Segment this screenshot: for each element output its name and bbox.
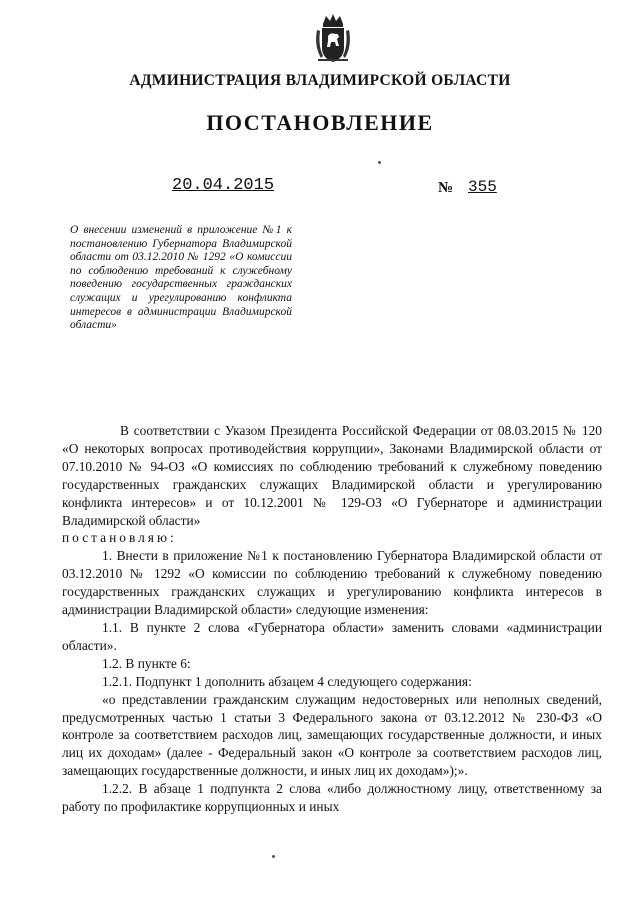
item-1-1: 1.1. В пункте 2 слова «Губернатора области» заменить словами «администрации области». [62, 619, 602, 653]
document-body [62, 422, 602, 816]
item-1-2: 1.2. В пункте 6: [102, 655, 191, 671]
number-label: № [438, 180, 454, 196]
document-subject: О внесении изменений в приложение №1 к постановлению Губернатора Владимирской области от 03.12.2010 № 1292 «О комиссии по соблюдению требований к служебному поведению государственных гражданских служащих и урегулированию конфликта интересов в администрации Владимирской области» [70, 224, 292, 332]
document-number: 355 [468, 178, 497, 196]
scan-speck [272, 855, 275, 858]
document-date: 20.04.2015 [172, 176, 275, 195]
organization-name: АДМИНИСТРАЦИЯ ВЛАДИМИРСКОЙ ОБЛАСТИ [129, 72, 511, 89]
scan-speck [378, 161, 381, 164]
document-type: ПОСТАНОВЛЕНИЕ [206, 110, 434, 135]
item-1: 1. Внести в приложение №1 к постановлению Губернатора Владимирской области от 03.12.2010 № 1292 «О комиссии по соблюдению требований к служебному поведению государственных гражданских служащих и урегулированию конфликта интересов в администрации Владимирской области» следующие изменения: [62, 548, 602, 618]
item-1-2-2: 1.2.2. В абзаце 1 подпункта 2 слова «либо должностному лицу, ответственному за работу по профилактике коррупционных и иных [62, 781, 602, 815]
preamble-paragraph: В соответствии с Указом Президента Российской Федерации от 08.03.2015 № 120 «О некоторых вопросах противодействия коррупции», Законами Владимирской области от 07.10.2010 № 94-ОЗ «О комиссиях по соблюдению требований к служебному поведению государственных гражданских служащих Владимирской области и урегулированию конфликта интересов» и от 10.12.2001 № 129-ОЗ «О Губернаторе и администрации Владимирской области» [62, 423, 602, 528]
resolve-word: постановляю: [62, 530, 177, 546]
item-1-2-1: 1.2.1. Подпункт 1 дополнить абзацем 4 следующего содержания: [102, 673, 472, 689]
coat-of-arms-icon [313, 12, 353, 64]
quoted-amendment: «о представлении гражданским служащим недостоверных или неполных сведений, предусмотренных частью 1 статьи 3 Федерального закона от 03.12.2012 № 230-ФЗ «О контроле за соответствием расходов лиц, замещающих государственные должности, и иных лиц их доходам» (далее - Федеральный закон «О контроле за соответствием расходов лиц, замещающих государственные должности, и иных лиц их доходам»);». [62, 691, 602, 779]
